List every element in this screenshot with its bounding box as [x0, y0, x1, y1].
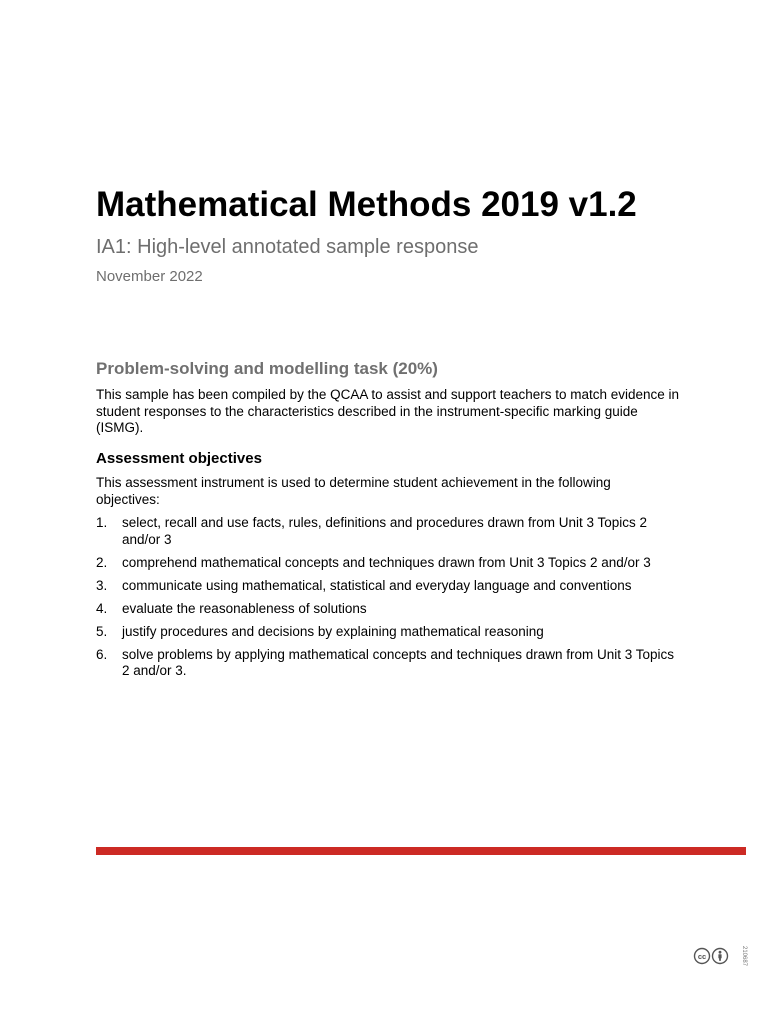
- list-item-number: 5.: [96, 623, 108, 639]
- section-intro: This sample has been compiled by the QCAA to assist and support teachers to match evidence in student responses to the characteristics described in the instrument-specific marking guide (ISMG).: [96, 387, 680, 435]
- document-subtitle: IA1: High-level annotated sample response: [96, 236, 479, 258]
- list-item: [96, 515, 676, 548]
- svg-text:cc: cc: [697, 951, 707, 961]
- document-title: Mathematical Methods 2019 v1.2: [96, 185, 637, 224]
- objectives-heading: Assessment objectives: [96, 450, 262, 467]
- document-date: November 2022: [96, 268, 203, 285]
- list-item-number: 2.: [96, 554, 108, 570]
- objectives-intro: This assessment instrument is used to determine student achievement in the following objectives:: [96, 475, 611, 507]
- list-item-number: 4.: [96, 600, 108, 616]
- creative-commons-by-icon: [693, 947, 733, 965]
- list-item-text: communicate using mathematical, statistical and everyday language and conventions: [122, 577, 632, 593]
- list-item: [96, 647, 676, 680]
- list-item: [96, 624, 676, 641]
- document-code: 210687: [741, 946, 747, 967]
- list-item-text: justify procedures and decisions by explaining mathematical reasoning: [122, 623, 544, 639]
- list-item-number: 1.: [96, 515, 108, 530]
- list-item: [96, 555, 676, 572]
- objectives-list: [96, 515, 676, 686]
- list-item: [96, 601, 676, 618]
- section-heading: Problem-solving and modelling task (20%): [96, 359, 438, 378]
- list-item-text: comprehend mathematical concepts and techniques drawn from Unit 3 Topics 2 and/or 3: [122, 554, 651, 570]
- list-item-text: solve problems by applying mathematical concepts and techniques drawn from Unit 3 Topics 2 and/or 3.: [122, 646, 675, 678]
- footer-divider: [96, 847, 746, 855]
- list-item-number: 6.: [96, 646, 108, 662]
- list-item-number: 3.: [96, 577, 108, 593]
- list-item-text: select, recall and use facts, rules, definitions and procedures drawn from Unit 3 Topics 2 and/or 3: [122, 515, 648, 547]
- list-item: [96, 578, 676, 595]
- list-item-text: evaluate the reasonableness of solutions: [122, 600, 367, 616]
